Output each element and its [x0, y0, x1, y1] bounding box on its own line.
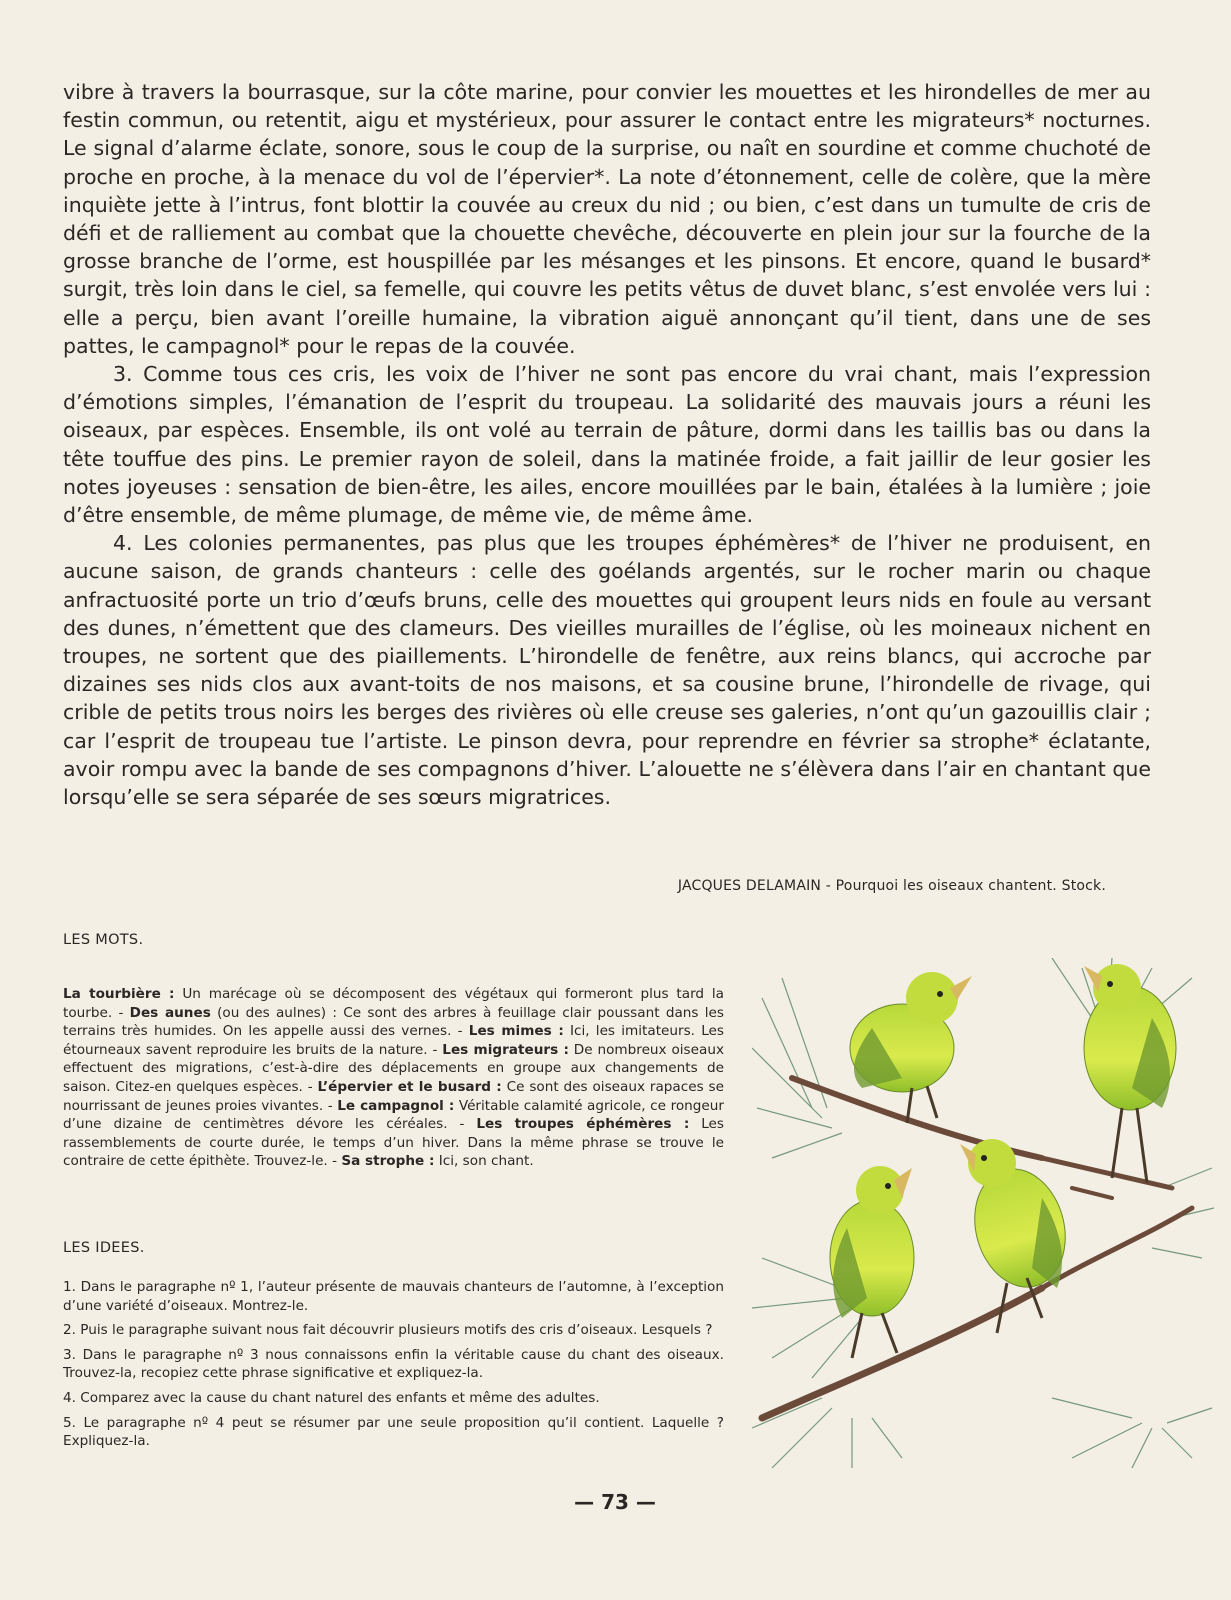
definition: (ou des aulnes) : Ce sont des arbres à feuillage clair poussant dans les terrains très humides. On les appelle aussi des vernes. - — [63, 1004, 724, 1040]
term: La tourbière : — [63, 986, 175, 1002]
question-5: 5. Le paragraphe nº 4 peut se résumer par une seule proposition qu’il contient. Laquelle ? Expliquez-la. — [63, 1414, 724, 1450]
definition: Ici, son chant. — [434, 1153, 534, 1170]
definition: Véritable calamité agricole, ce rongeur d’une dizaine de centimètres dévore les céréales. - — [63, 1097, 724, 1133]
main-text — [63, 78, 1151, 811]
question-3: 3. Dans le paragraphe nº 3 nous connaissons enfin la véritable cause du chant des oiseaux. Trouvez-la, recopiez cette phrase significative et expliquez-la. — [63, 1346, 724, 1382]
bird-top-right — [1084, 964, 1176, 1183]
paragraph-3: 3. Comme tous ces cris, les voix de l’hiver ne sont pas encore du vrai chant, mais l’expression d’émotions simples, l’émanation de l’esprit du troupeau. La solidarité des mauvais jours a réuni les oiseaux, par espèces. Ensemble, ils ont volé au terrain de pâture, dormi dans les taillis bas ou dans la tête touffue des pins. Le premier rayon de soleil, dans la matinée froide, a fait jaillir de leur gosier les notes joyeuses : sensation de bien-être, les ailes, encore mouillées par le bain, étalées à la lumière ; joie d’être ensemble, de même plumage, de même vie, de même âme. — [63, 362, 1151, 528]
question-2: 2. Puis le paragraphe suivant nous fait découvrir plusieurs motifs des cris d’oiseaux. Lesquels ? — [63, 1322, 713, 1339]
question-1: 1. Dans le paragraphe nº 1, l’auteur présente de mauvais chanteurs de l’automne, à l’exception d’une variété d’oiseaux. Montrez-le. — [63, 1279, 724, 1314]
author-name: JACQUES DELAMAIN — [677, 878, 822, 894]
definition: Les rassemblements de courte durée, le temps d’un hiver. Dans la même phrase se trouve le contraire de cette épithète. Trouvez-le. - — [63, 1116, 724, 1170]
term: Sa strophe : — [341, 1153, 435, 1170]
source-title: - Pourquoi les oiseaux chantent. Stock. — [821, 878, 1106, 894]
branches — [762, 1078, 1192, 1418]
term: Les mimes : — [468, 1023, 564, 1040]
bird-bottom-left — [830, 1166, 914, 1358]
questions-section — [63, 1278, 724, 1457]
term: Les migrateurs : — [442, 1041, 569, 1058]
term: L’épervier et le busard : — [317, 1078, 502, 1095]
bird-top-left — [850, 972, 972, 1123]
question-4: 4. Comparez avec la cause du chant naturel des enfants et même des adultes. — [63, 1389, 600, 1406]
idees-heading: LES IDEES. — [63, 1240, 145, 1256]
vocabulary-section — [63, 985, 724, 1171]
definition: Ici, les imitateurs. Les étourneaux savent reproduire les bruits de la nature. - — [63, 1023, 724, 1058]
term: Les troupes éphémères : — [476, 1116, 690, 1133]
definition: Ce sont des oiseaux rapaces se nourrissant de jeunes proies vivantes. - — [63, 1078, 724, 1114]
birds-illustration — [752, 958, 1214, 1476]
definition: De nombreux oiseaux effectuent des migrations, c’est-à-dire des déplacements en groupe aux changements de saison. Citez-en quelques espèces. - — [63, 1041, 724, 1095]
page-number: — 73 — — [574, 1490, 656, 1514]
term: Le campagnol : — [337, 1097, 455, 1114]
mots-heading: LES MOTS. — [63, 932, 144, 948]
paragraph-2-end: vibre à travers la bourrasque, sur la côte marine, pour convier les mouettes et les hirondelles de mer au festin commun, ou retentit, aigu et mystérieux, pour assurer le contact entre les migrateurs* nocturnes. Le signal d’alarme éclate, sonore, sous le coup de la surprise, ou naît en sourdine et comme chuchoté de proche en proche, à la menace du vol de l’épervier*. La note d’étonnement, celle de colère, que la mère inquiète jette à l’intrus, font blottir la couvée au creux du nid ; ou bien, c’est dans un tumulte de cris de défi et de ralliement au combat que la chouette chevêche, découverte en plein jour sur la fourche de la grosse branche de l’orme, est houspillée par les mésanges et les pinsons. Et encore, quand le busard* surgit, très loin dans le ciel, sa femelle, qui couvre les petits vêtus de duvet blanc, s’est envolée vers lui : elle a perçu, bien avant l’oreille humaine, la vibration aiguë annonçant qu’il tient, dans une de ses pattes, le campagnol* pour le repas de la couvée. — [63, 80, 1151, 358]
attribution — [560, 878, 1106, 894]
term: Des aunes — [129, 1004, 211, 1021]
paragraph-4: 4. Les colonies permanentes, pas plus que les troupes éphémères* de l’hiver ne produisent, en aucune saison, de grands chanteurs : celle des goélands argentés, sur le rocher marin ou chaque anfractuosité porte un trio d’œufs bruns, celle des mouettes qui groupent leurs nids en foule au versant des dunes, n’émettent que des clameurs. Des vieilles murailles de l’église, où les moineaux nichent en troupes, ne sortent que des piaillements. L’hirondelle de fenêtre, aux reins blancs, qui accroche par dizaines ses nids clos aux avant-toits de nos maisons, et sa cousine brune, l’hirondelle de rivage, qui crible de petits trous noirs les berges des rivières où elle creuse ses galeries, n’ont qu’un gazouillis clair ; car l’esprit de troupeau tue l’artiste. Le pinson devra, pour reprendre en février sa strophe* éclatante, avoir rompu avec la bande de ses compagnons d’hiver. L’alouette ne s’élèvera dans l’air en chantant que lorsqu’elle se sera séparée de ses sœurs migratrices. — [63, 531, 1151, 810]
definition: Un marécage où se décomposent des végétaux qui formeront plus tard la tourbe. - — [63, 986, 724, 1021]
